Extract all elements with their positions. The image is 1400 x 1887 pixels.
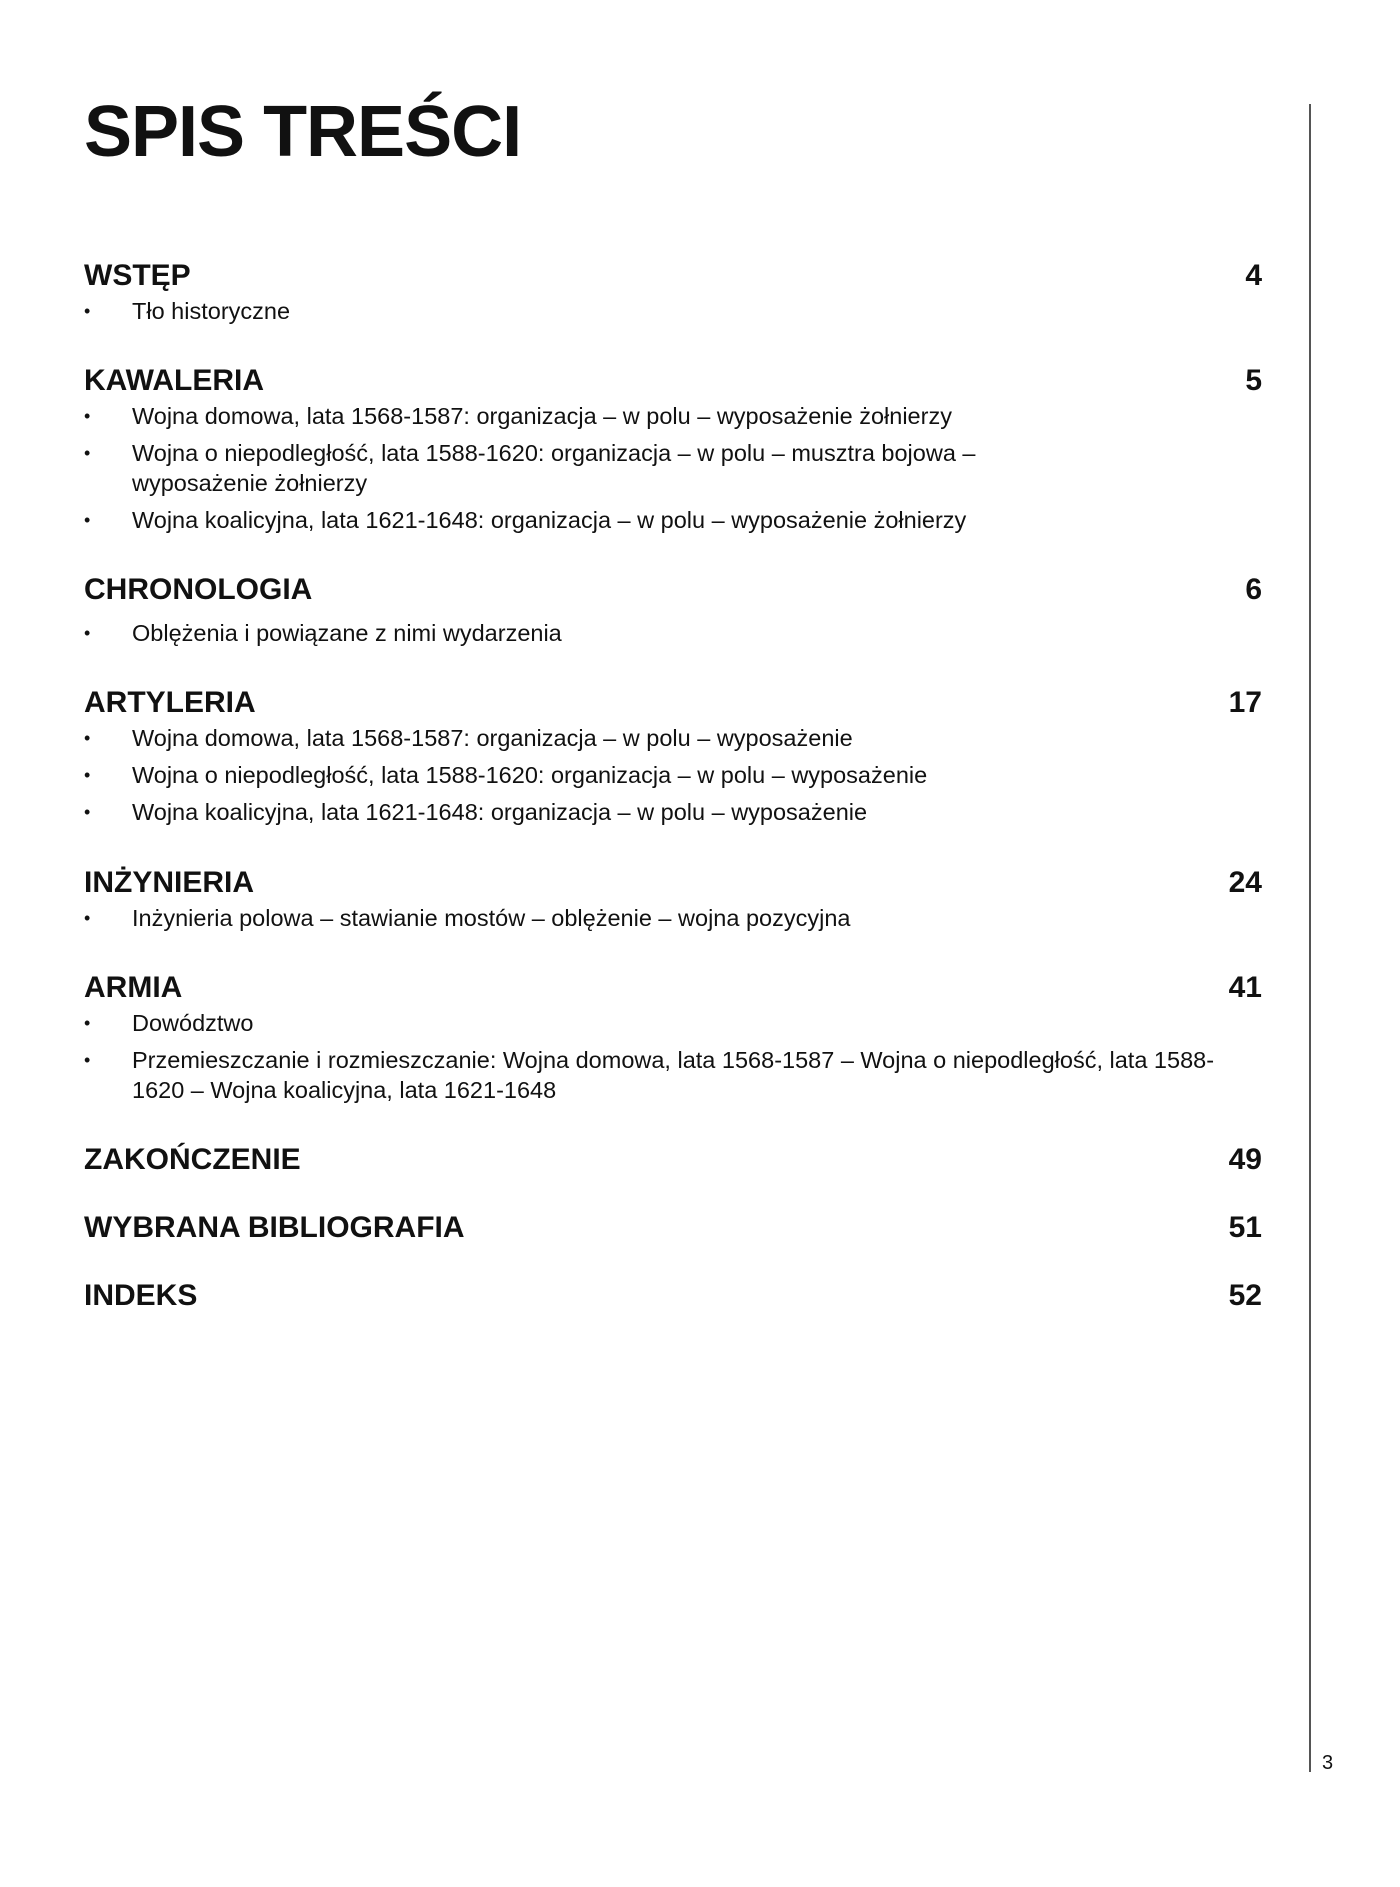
page-number: 3 [1322, 1752, 1334, 1774]
toc-section-title[interactable]: WSTĘP [84, 259, 191, 292]
toc-section-title[interactable]: KAWALERIA [84, 364, 264, 397]
toc-section-bibliografia [84, 1208, 1262, 1248]
toc-section-zakonczenie [84, 1140, 1262, 1180]
toc-subitem: • Tło historyczne [84, 296, 1262, 326]
toc-page-number[interactable]: 4 [1245, 259, 1262, 292]
toc-page-number[interactable]: 49 [1228, 1143, 1262, 1176]
toc-section-title[interactable]: ARTYLERIA [84, 686, 256, 719]
toc-subitems [84, 296, 1262, 326]
toc-subitems [84, 401, 1262, 535]
toc-subitem: • Oblężenia i powiązane z nimi wydarzenia [84, 618, 1262, 648]
toc-section-indeks [84, 1276, 1262, 1316]
toc-subitem: • Wojna domowa, lata 1568-1587: organizacja – w polu – wyposażenie żołnierzy [84, 401, 1262, 431]
toc-subitem: • Dowództwo [84, 1008, 1262, 1038]
toc-section-wstep [84, 256, 1262, 333]
toc-page-number[interactable]: 17 [1228, 686, 1262, 719]
vertical-rule [1309, 104, 1311, 1772]
toc-section-title[interactable]: ARMIA [84, 971, 183, 1004]
page-title: SPIS TREŚCI [84, 92, 522, 172]
toc-section-armia [84, 968, 1262, 1112]
toc-section-title[interactable]: CHRONOLOGIA [84, 573, 313, 606]
toc-subitems [84, 1008, 1262, 1105]
toc-page-number[interactable]: 52 [1228, 1279, 1262, 1312]
toc-subitems [84, 903, 1262, 933]
toc-page-number[interactable]: 5 [1245, 364, 1262, 397]
toc-subitem: • Wojna domowa, lata 1568-1587: organizacja – w polu – wyposażenie [84, 723, 1262, 753]
toc-section-kawaleria [84, 361, 1262, 542]
toc-subitem: • Wojna koalicyjna, lata 1621-1648: organizacja – w polu – wyposażenie żołnierzy [84, 505, 1262, 535]
toc-section-title[interactable]: INDEKS [84, 1279, 198, 1312]
toc-section-title[interactable]: ZAKOŃCZENIE [84, 1143, 301, 1176]
toc-section-title[interactable]: INŻYNIERIA [84, 866, 255, 899]
toc-page-number[interactable]: 41 [1228, 971, 1262, 1004]
toc-page-number[interactable]: 24 [1228, 866, 1262, 899]
toc-subitems [84, 723, 1262, 827]
toc-section-chronologia [84, 570, 1262, 655]
toc-subitem: • Wojna koalicyjna, lata 1621-1648: organizacja – w polu – wyposażenie [84, 797, 1262, 827]
toc-subitem: • Wojna o niepodległość, lata 1588-1620: organizacja – w polu – musztra bojowa – wyposażenie żołnierzy [84, 438, 1102, 498]
toc-section-artyleria [84, 683, 1262, 834]
toc-subitem: • Wojna o niepodległość, lata 1588-1620: organizacja – w polu – wyposażenie [84, 760, 1262, 790]
toc-section-inzynieria [84, 863, 1262, 940]
toc-section-title[interactable]: WYBRANA BIBLIOGRAFIA [84, 1211, 465, 1244]
toc-subitem: • Inżynieria polowa – stawianie mostów – oblężenie – wojna pozycyjna [84, 903, 1262, 933]
toc-subitems [84, 618, 1262, 648]
toc-page-number[interactable]: 51 [1228, 1211, 1262, 1244]
toc-page-number[interactable]: 6 [1245, 573, 1262, 606]
toc-subitem: • Przemieszczanie i rozmieszczanie: Wojna domowa, lata 1568-1587 – Wojna o niepodległość, lata 1588-1620 – Wojna koalicyjna, lata 1621-1648 [84, 1045, 1252, 1105]
